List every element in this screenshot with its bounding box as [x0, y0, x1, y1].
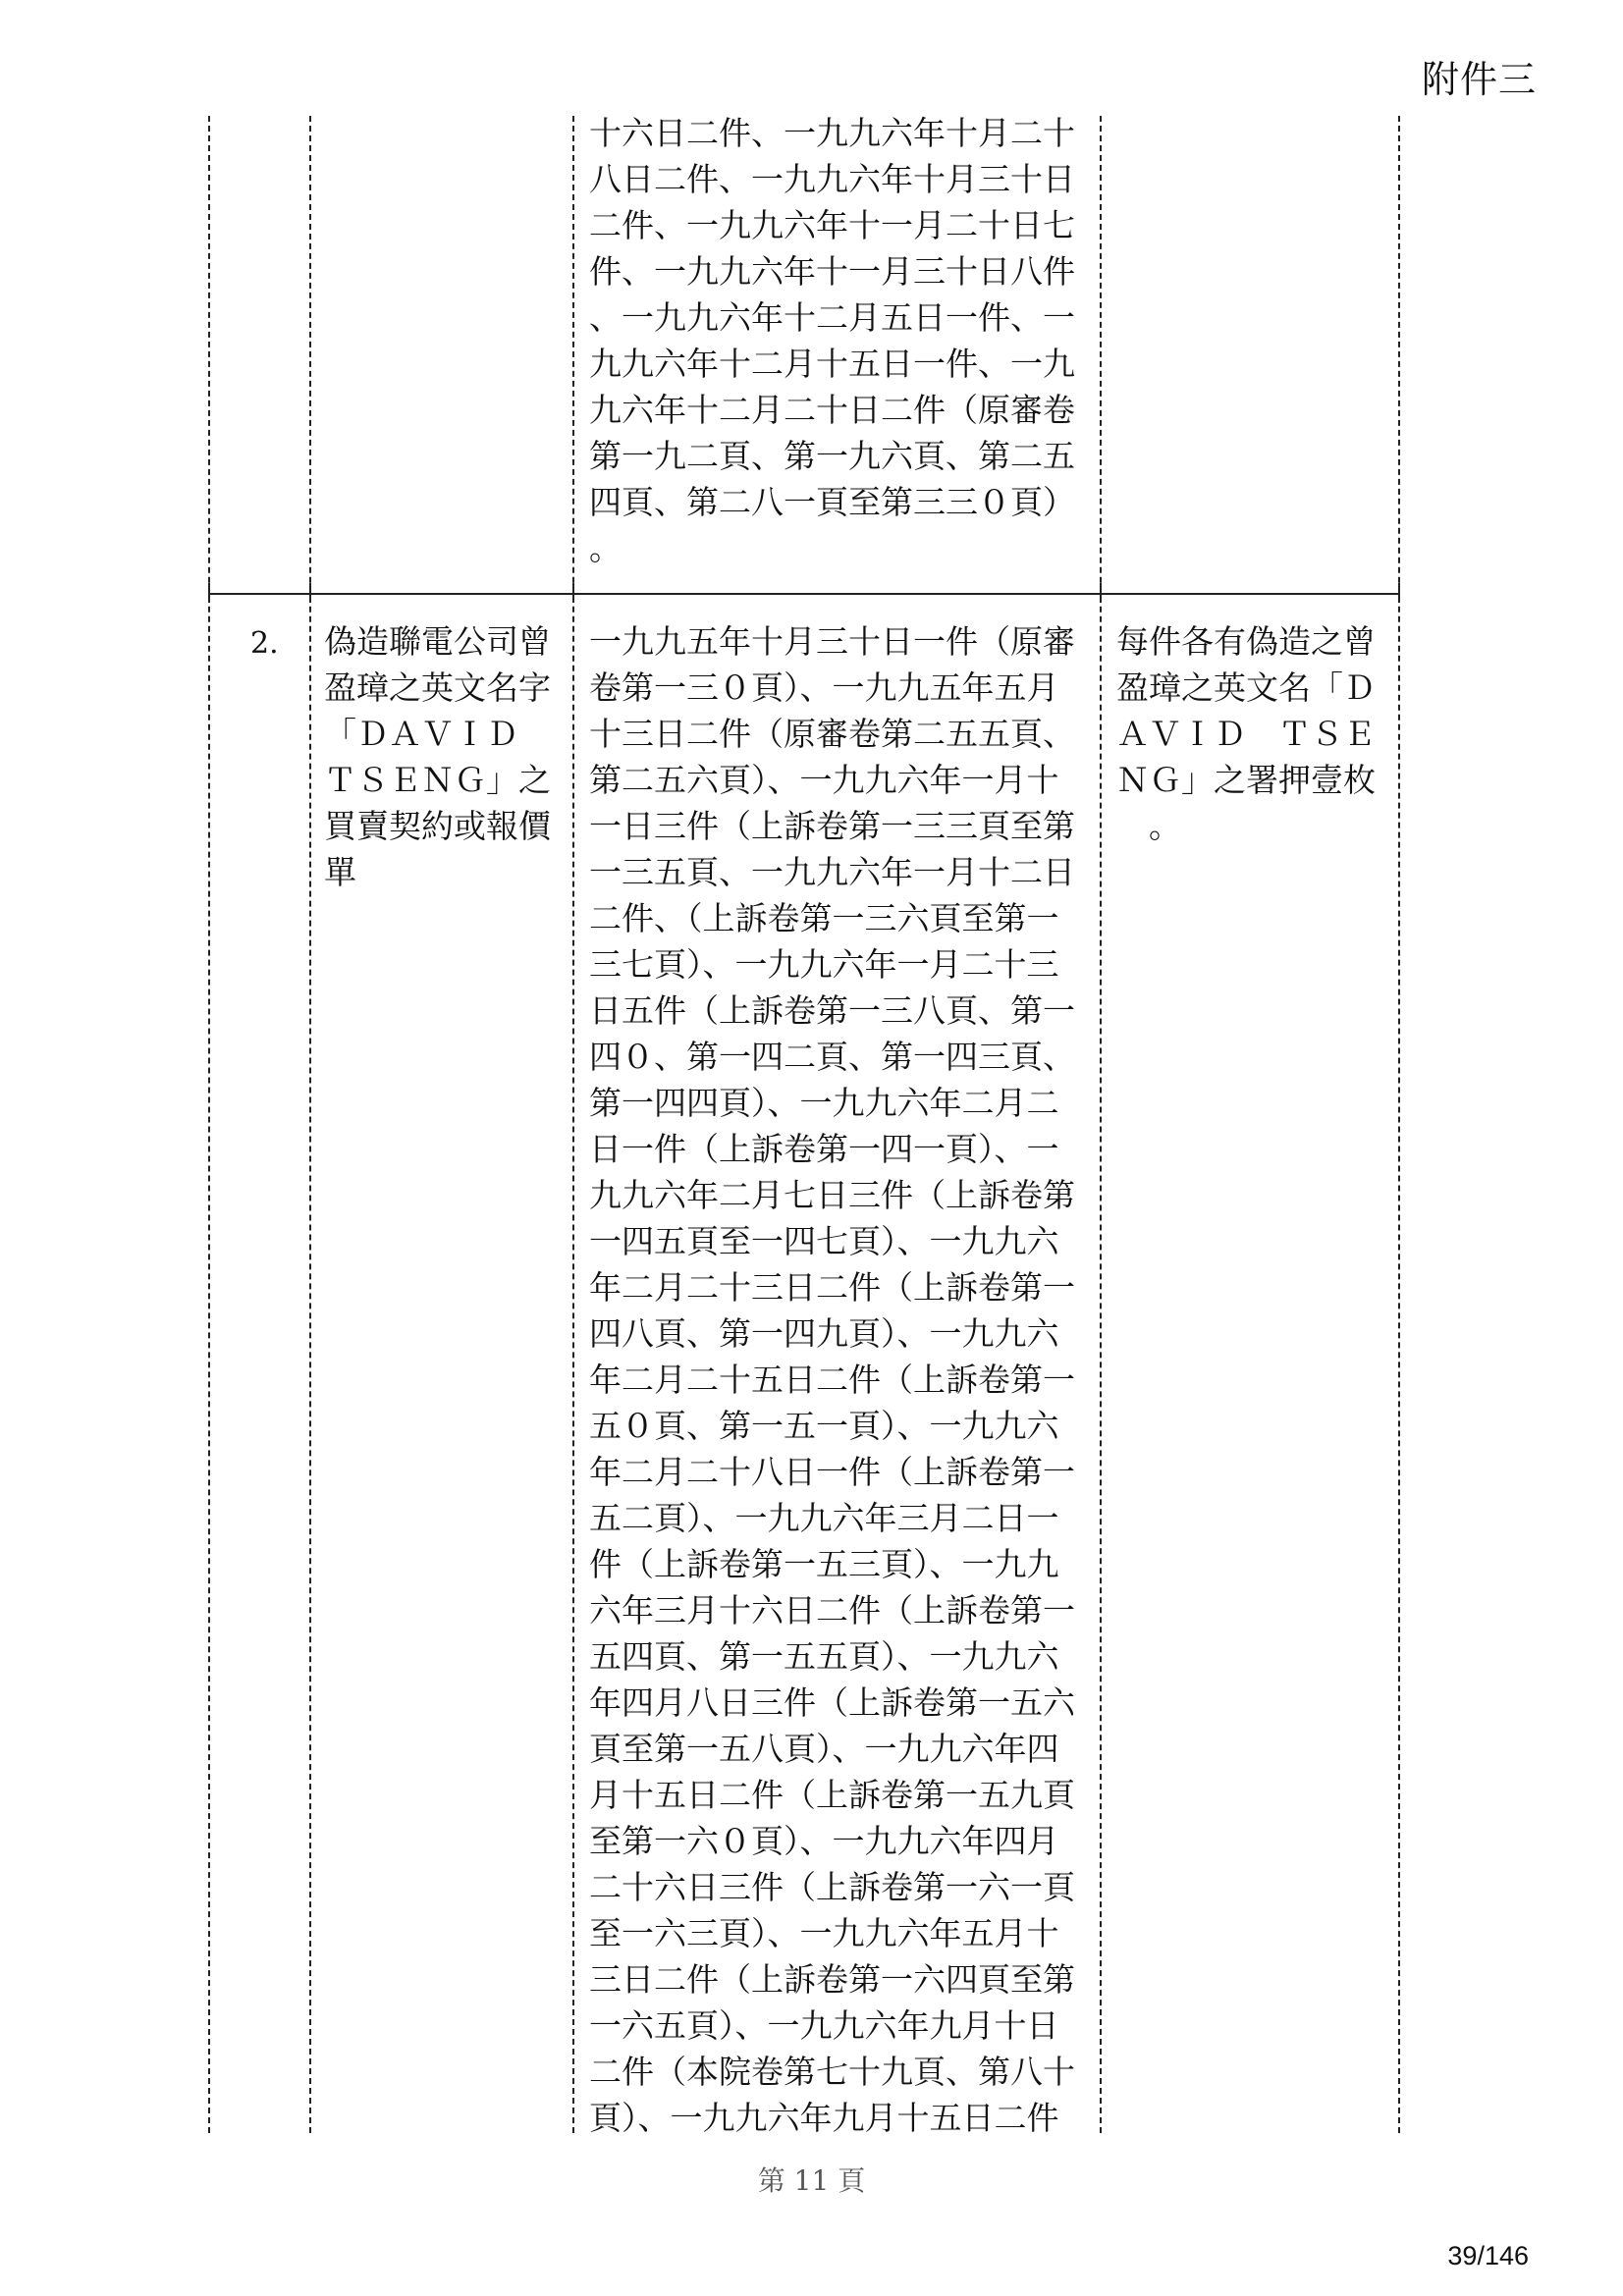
text-line: 年二月二十三日二件（上訴卷第一 [589, 1268, 1075, 1307]
table-border-left [208, 116, 210, 2133]
text-line: 一日三件（上訴卷第一三三頁至第 [589, 807, 1075, 845]
text-line: 五二頁）、一九九六年三月二日一 [589, 1499, 1059, 1537]
text-line: 日五件（上訴卷第一三八頁、第一 [589, 991, 1075, 1030]
text-line: ＡＶＩＤ ＴＳＥ [1116, 715, 1376, 753]
row-separator-tick [572, 583, 574, 603]
text-line: 三日二件（上訴卷第一六四頁至第 [589, 1960, 1075, 1999]
text-line: 單 [324, 853, 356, 891]
text-line: 第二五六頁）、一九九六年一月十 [589, 761, 1059, 799]
row-separator [208, 593, 1400, 595]
column-divider-3 [1100, 116, 1102, 2133]
column-divider-2 [572, 116, 574, 2133]
row-separator-tick [309, 583, 311, 603]
text-line: 月十五日二件（上訴卷第一五九頁 [589, 1776, 1075, 1814]
text-line: 買賣契約或報價 [324, 807, 551, 845]
text-line: 年四月八日三件（上訴卷第一五六 [589, 1683, 1075, 1722]
row-separator-tick [208, 583, 210, 603]
text-line: 每件各有偽造之曾 [1116, 622, 1376, 661]
text-line: 四０、第一四二頁、第一四三頁、 [589, 1038, 1075, 1076]
text-line: 一九九五年十月三十日一件（原審 [589, 622, 1075, 661]
text-line: 二件、（上訴卷第一三六頁至第一 [589, 899, 1059, 937]
text-line: 八日二件、一九九六年十月三十日 [589, 160, 1075, 198]
text-line: 件、一九九六年十一月三十日八件 [589, 252, 1075, 291]
text-line: 二件、一九九六年十一月二十日七 [589, 206, 1075, 244]
page-footer: 第 11 頁 [757, 2164, 866, 2197]
text-line: 一四五頁至一四七頁）、一九九六 [589, 1222, 1059, 1260]
page-counter: 39/146 [1447, 2241, 1529, 2270]
text-line: 一三五頁、一九九六年一月十二日 [589, 853, 1075, 891]
text-line: 十六日二件、一九九六年十月二十 [589, 114, 1075, 152]
text-line: 九九六年二月七日三件（上訴卷第 [589, 1176, 1075, 1214]
text-line: 二十六日三件（上訴卷第一六一頁 [589, 1868, 1075, 1906]
text-line: 盈璋之英文名「Ｄ [1116, 668, 1376, 707]
text-line: 第一四四頁）、一九九六年二月二 [589, 1084, 1059, 1122]
text-line: 三七頁）、一九九六年一月二十三 [589, 945, 1059, 984]
text-line: 至一六三頁）、一九九六年五月十 [589, 1914, 1059, 1952]
text-line: 日一件（上訴卷第一四一頁）、一 [589, 1130, 1059, 1168]
text-line: 九九六年十二月十五日一件、一九 [589, 345, 1075, 383]
row-number: 2. [250, 626, 279, 661]
text-line: 件（上訴卷第一五三頁）、一九九 [589, 1545, 1059, 1583]
text-line: 四八頁、第一四九頁）、一九九六 [589, 1314, 1059, 1353]
row-separator-tick [1100, 583, 1102, 603]
text-line: 。 [589, 529, 622, 567]
text-line: ＮＧ」之署押壹枚 [1116, 761, 1376, 799]
text-line: 偽造聯電公司曾 [324, 622, 551, 661]
text-line: 頁）、一九九六年九月十五日二件 [589, 2099, 1059, 2137]
text-line: 頁至第一五八頁）、一九九六年四 [589, 1730, 1059, 1768]
text-line: 第一九二頁、第一九六頁、第二五 [589, 437, 1075, 475]
text-line: 。 [1116, 807, 1181, 845]
text-line: 卷第一三０頁）、一九九五年五月 [589, 668, 1059, 707]
text-line: 六年三月十六日二件（上訴卷第一 [589, 1591, 1075, 1629]
text-line: 五０頁、第一五一頁）、一九九六 [589, 1407, 1059, 1445]
text-line: 二件（本院卷第七十九頁、第八十 [589, 2053, 1075, 2091]
text-line: 至第一六０頁）、一九九六年四月 [589, 1822, 1059, 1860]
row2-note [1116, 618, 1376, 849]
text-line: 年二月二十五日二件（上訴卷第一 [589, 1361, 1075, 1399]
text-line: 盈璋之英文名字 [324, 668, 551, 707]
upper-row-description [589, 110, 1075, 571]
text-line: 、一九九六年十二月五日一件、一 [589, 298, 1075, 337]
text-line: 「ＤＡＶＩＤ [324, 715, 518, 753]
text-line: 十三日二件（原審卷第二五五頁、 [589, 715, 1075, 753]
table-border-right [1398, 116, 1400, 2133]
row2-description [589, 618, 1075, 2141]
annex-label: 附件三 [1421, 58, 1537, 101]
text-line: 九六年十二月二十日二件（原審卷 [589, 391, 1075, 429]
row2-item [324, 618, 551, 895]
row-separator-tick [1398, 583, 1400, 603]
column-divider-1 [309, 116, 311, 2133]
text-line: ＴＳＥＮＧ」之 [324, 761, 551, 799]
text-line: 一六五頁）、一九九六年九月十日 [589, 2006, 1059, 2045]
text-line: 年二月二十八日一件（上訴卷第一 [589, 1453, 1075, 1491]
text-line: 五四頁、第一五五頁）、一九九六 [589, 1637, 1059, 1676]
text-line: 四頁、第二八一頁至第三三０頁） [589, 483, 1075, 521]
